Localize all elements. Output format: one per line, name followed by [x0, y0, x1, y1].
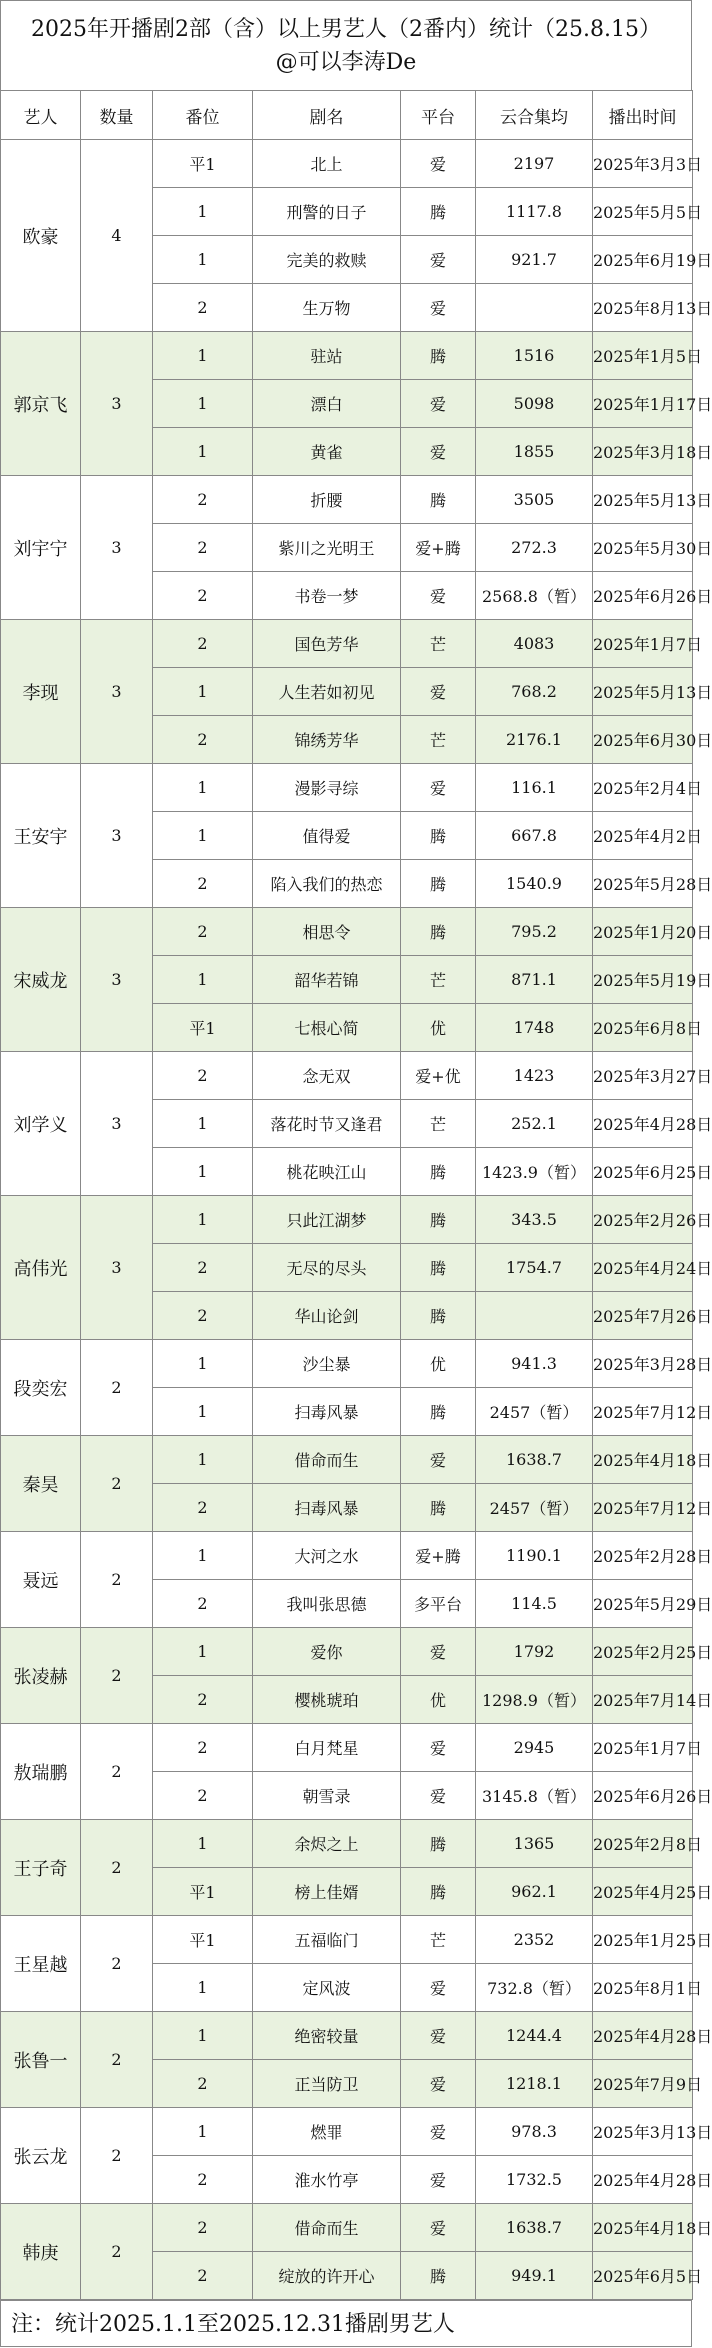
platform-cell: 腾 — [401, 1868, 476, 1916]
count-cell: 2 — [81, 1532, 153, 1628]
drama-cell: 借命而生 — [253, 1436, 401, 1484]
platform-cell: 腾 — [401, 332, 476, 380]
date-cell: 2025年6月8日 — [593, 1004, 693, 1052]
count-cell: 2 — [81, 1820, 153, 1916]
date-cell: 2025年4月2日 — [593, 812, 693, 860]
drama-cell: 借命而生 — [253, 2204, 401, 2252]
rank-cell: 2 — [153, 2060, 253, 2108]
platform-cell: 腾 — [401, 1484, 476, 1532]
table-body — [1, 140, 712, 2300]
artist-cell: 聂远 — [1, 1532, 81, 1628]
drama-cell: 书卷一梦 — [253, 572, 401, 620]
rank-cell: 1 — [153, 2012, 253, 2060]
artist-cell: 王子奇 — [1, 1820, 81, 1916]
rank-cell: 1 — [153, 380, 253, 428]
table-row — [1, 2204, 693, 2252]
date-cell: 2025年1月5日 — [593, 332, 693, 380]
table-row — [1, 1340, 693, 1388]
artist-cell: 韩庚 — [1, 2204, 81, 2300]
rank-cell: 1 — [153, 236, 253, 284]
drama-cell: 无尽的尽头 — [253, 1244, 401, 1292]
score-cell — [476, 1292, 593, 1340]
date-cell: 2025年5月29日 — [593, 1580, 693, 1628]
platform-cell: 腾 — [401, 1244, 476, 1292]
table-row — [1, 1628, 693, 1676]
rank-cell: 1 — [153, 428, 253, 476]
platform-cell: 爱 — [401, 764, 476, 812]
table-row — [1, 1724, 693, 1772]
drama-cell: 锦绣芳华 — [253, 716, 401, 764]
drama-cell: 绝密较量 — [253, 2012, 401, 2060]
stats-table — [0, 90, 712, 2300]
date-cell: 2025年8月1日 — [593, 1964, 693, 2012]
table-row — [1, 140, 693, 188]
score-cell: 114.5 — [476, 1580, 593, 1628]
drama-cell: 樱桃琥珀 — [253, 1676, 401, 1724]
count-cell: 2 — [81, 2108, 153, 2204]
date-cell: 2025年4月28日 — [593, 2012, 693, 2060]
header-score: 云合集均 — [476, 91, 593, 140]
date-cell: 2025年5月28日 — [593, 860, 693, 908]
drama-cell: 我叫张思德 — [253, 1580, 401, 1628]
platform-cell: 多平台 — [401, 1580, 476, 1628]
score-cell: 871.1 — [476, 956, 593, 1004]
date-cell: 2025年3月27日 — [593, 1052, 693, 1100]
header-count: 数量 — [81, 91, 153, 140]
platform-cell: 腾 — [401, 1196, 476, 1244]
score-cell: 941.3 — [476, 1340, 593, 1388]
platform-cell: 爱 — [401, 2108, 476, 2156]
drama-cell: 扫毒风暴 — [253, 1388, 401, 1436]
platform-cell: 芒 — [401, 620, 476, 668]
rank-cell: 2 — [153, 1484, 253, 1532]
rank-cell: 1 — [153, 1964, 253, 2012]
drama-cell: 漂白 — [253, 380, 401, 428]
platform-cell: 爱 — [401, 1724, 476, 1772]
platform-cell: 爱 — [401, 428, 476, 476]
rank-cell: 1 — [153, 1100, 253, 1148]
score-cell: 1754.7 — [476, 1244, 593, 1292]
platform-cell: 爱 — [401, 1628, 476, 1676]
rank-cell: 2 — [153, 1052, 253, 1100]
rank-cell: 平1 — [153, 140, 253, 188]
rank-cell: 2 — [153, 524, 253, 572]
table-row — [1, 908, 693, 956]
date-cell: 2025年4月18日 — [593, 1436, 693, 1484]
count-cell: 2 — [81, 1628, 153, 1724]
date-cell: 2025年4月18日 — [593, 2204, 693, 2252]
platform-cell: 爱+优 — [401, 1052, 476, 1100]
date-cell: 2025年4月25日 — [593, 1868, 693, 1916]
date-cell: 2025年2月8日 — [593, 1820, 693, 1868]
rank-cell: 1 — [153, 2108, 253, 2156]
date-cell: 2025年8月13日 — [593, 284, 693, 332]
platform-cell: 爱 — [401, 572, 476, 620]
drama-cell: 黄雀 — [253, 428, 401, 476]
date-cell: 2025年5月19日 — [593, 956, 693, 1004]
score-cell: 1748 — [476, 1004, 593, 1052]
platform-cell: 爱+腾 — [401, 1532, 476, 1580]
score-cell: 949.1 — [476, 2252, 593, 2300]
drama-cell: 朝雪录 — [253, 1772, 401, 1820]
drama-cell: 扫毒风暴 — [253, 1484, 401, 1532]
date-cell: 2025年4月24日 — [593, 1244, 693, 1292]
artist-cell: 宋威龙 — [1, 908, 81, 1052]
platform-cell: 腾 — [401, 860, 476, 908]
platform-cell: 芒 — [401, 716, 476, 764]
artist-cell: 刘学义 — [1, 1052, 81, 1196]
header-drama: 剧名 — [253, 91, 401, 140]
score-cell: 1855 — [476, 428, 593, 476]
score-cell: 3145.8（暂） — [476, 1772, 593, 1820]
drama-cell: 五福临门 — [253, 1916, 401, 1964]
rank-cell: 2 — [153, 860, 253, 908]
date-cell: 2025年1月20日 — [593, 908, 693, 956]
rank-cell: 2 — [153, 1772, 253, 1820]
drama-cell: 紫川之光明王 — [253, 524, 401, 572]
drama-cell: 余烬之上 — [253, 1820, 401, 1868]
date-cell: 2025年6月19日 — [593, 236, 693, 284]
table-row — [1, 1196, 693, 1244]
platform-cell: 爱 — [401, 2156, 476, 2204]
artist-cell: 张云龙 — [1, 2108, 81, 2204]
table-row — [1, 2012, 693, 2060]
score-cell: 1792 — [476, 1628, 593, 1676]
score-cell: 2352 — [476, 1916, 593, 1964]
rank-cell: 1 — [153, 1388, 253, 1436]
date-cell: 2025年7月12日 — [593, 1484, 693, 1532]
score-cell: 1244.4 — [476, 2012, 593, 2060]
platform-cell: 爱 — [401, 2060, 476, 2108]
platform-cell: 爱 — [401, 284, 476, 332]
drama-cell: 七根心简 — [253, 1004, 401, 1052]
rank-cell: 2 — [153, 908, 253, 956]
date-cell: 2025年5月13日 — [593, 668, 693, 716]
rank-cell: 2 — [153, 1292, 253, 1340]
score-cell: 1190.1 — [476, 1532, 593, 1580]
drama-cell: 绽放的许开心 — [253, 2252, 401, 2300]
date-cell: 2025年3月3日 — [593, 140, 693, 188]
footnote: 注：统计2025.1.1至2025.12.31播剧男艺人 — [0, 2300, 692, 2347]
drama-cell: 完美的救赎 — [253, 236, 401, 284]
drama-cell: 正当防卫 — [253, 2060, 401, 2108]
table-row — [1, 1532, 693, 1580]
date-cell: 2025年5月13日 — [593, 476, 693, 524]
drama-cell: 燃罪 — [253, 2108, 401, 2156]
artist-cell: 王安宇 — [1, 764, 81, 908]
date-cell: 2025年1月17日 — [593, 380, 693, 428]
rank-cell: 1 — [153, 1628, 253, 1676]
score-cell: 116.1 — [476, 764, 593, 812]
rank-cell: 1 — [153, 668, 253, 716]
score-cell: 2945 — [476, 1724, 593, 1772]
score-cell: 1298.9（暂） — [476, 1676, 593, 1724]
score-cell: 2457（暂） — [476, 1484, 593, 1532]
rank-cell: 2 — [153, 1244, 253, 1292]
drama-cell: 相思令 — [253, 908, 401, 956]
drama-cell: 只此江湖梦 — [253, 1196, 401, 1244]
artist-cell: 张鲁一 — [1, 2012, 81, 2108]
artist-cell: 敖瑞鹏 — [1, 1724, 81, 1820]
platform-cell: 爱 — [401, 1964, 476, 2012]
rank-cell: 1 — [153, 812, 253, 860]
count-cell: 3 — [81, 908, 153, 1052]
count-cell: 2 — [81, 1724, 153, 1820]
score-cell: 1732.5 — [476, 2156, 593, 2204]
date-cell: 2025年1月25日 — [593, 1916, 693, 1964]
rank-cell: 2 — [153, 1676, 253, 1724]
platform-cell: 爱 — [401, 380, 476, 428]
platform-cell: 爱 — [401, 1772, 476, 1820]
count-cell: 3 — [81, 332, 153, 476]
table-row — [1, 620, 693, 668]
drama-cell: 爱你 — [253, 1628, 401, 1676]
rank-cell: 2 — [153, 716, 253, 764]
platform-cell: 腾 — [401, 188, 476, 236]
date-cell: 2025年7月14日 — [593, 1676, 693, 1724]
platform-cell: 腾 — [401, 2252, 476, 2300]
title-line-1: 2025年开播剧2部（含）以上男艺人（2番内）统计（25.8.15） — [31, 17, 661, 42]
drama-cell: 沙尘暴 — [253, 1340, 401, 1388]
drama-cell: 韶华若锦 — [253, 956, 401, 1004]
score-cell: 667.8 — [476, 812, 593, 860]
platform-cell: 优 — [401, 1676, 476, 1724]
artist-cell: 王星越 — [1, 1916, 81, 2012]
table-row — [1, 332, 693, 380]
table-row — [1, 1436, 693, 1484]
date-cell: 2025年5月5日 — [593, 188, 693, 236]
rank-cell: 1 — [153, 188, 253, 236]
date-cell: 2025年3月18日 — [593, 428, 693, 476]
score-cell: 1218.1 — [476, 2060, 593, 2108]
score-cell: 2176.1 — [476, 716, 593, 764]
header-platform: 平台 — [401, 91, 476, 140]
rank-cell: 1 — [153, 332, 253, 380]
platform-cell: 腾 — [401, 908, 476, 956]
count-cell: 2 — [81, 2012, 153, 2108]
platform-cell: 爱 — [401, 1436, 476, 1484]
date-cell: 2025年2月25日 — [593, 1628, 693, 1676]
platform-cell: 优 — [401, 1004, 476, 1052]
table-row — [1, 1820, 693, 1868]
drama-cell: 北上 — [253, 140, 401, 188]
score-cell: 1638.7 — [476, 2204, 593, 2252]
rank-cell: 1 — [153, 1436, 253, 1484]
header-rank: 番位 — [153, 91, 253, 140]
rank-cell: 2 — [153, 620, 253, 668]
table-row — [1, 1052, 693, 1100]
rank-cell: 1 — [153, 1196, 253, 1244]
score-cell: 343.5 — [476, 1196, 593, 1244]
rank-cell: 1 — [153, 1340, 253, 1388]
artist-cell: 刘宇宁 — [1, 476, 81, 620]
date-cell: 2025年6月30日 — [593, 716, 693, 764]
drama-cell: 榜上佳婿 — [253, 1868, 401, 1916]
score-cell: 962.1 — [476, 1868, 593, 1916]
rank-cell: 2 — [153, 2204, 253, 2252]
rank-cell: 2 — [153, 572, 253, 620]
drama-cell: 桃花映江山 — [253, 1148, 401, 1196]
drama-cell: 人生若如初见 — [253, 668, 401, 716]
rank-cell: 2 — [153, 1580, 253, 1628]
count-cell: 2 — [81, 1340, 153, 1436]
drama-cell: 值得爱 — [253, 812, 401, 860]
drama-cell: 淮水竹亭 — [253, 2156, 401, 2204]
table-row — [1, 2108, 693, 2156]
date-cell: 2025年4月28日 — [593, 2156, 693, 2204]
count-cell: 2 — [81, 2204, 153, 2300]
score-cell: 5098 — [476, 380, 593, 428]
date-cell: 2025年7月9日 — [593, 2060, 693, 2108]
platform-cell: 爱 — [401, 140, 476, 188]
count-cell: 3 — [81, 620, 153, 764]
platform-cell: 腾 — [401, 812, 476, 860]
platform-cell: 优 — [401, 1340, 476, 1388]
platform-cell: 腾 — [401, 1292, 476, 1340]
artist-cell: 郭京飞 — [1, 332, 81, 476]
artist-cell: 张凌赫 — [1, 1628, 81, 1724]
date-cell: 2025年6月25日 — [593, 1148, 693, 1196]
drama-cell: 国色芳华 — [253, 620, 401, 668]
score-cell: 1540.9 — [476, 860, 593, 908]
platform-cell: 腾 — [401, 476, 476, 524]
date-cell: 2025年6月5日 — [593, 2252, 693, 2300]
score-cell: 768.2 — [476, 668, 593, 716]
platform-cell: 爱 — [401, 668, 476, 716]
date-cell: 2025年2月4日 — [593, 764, 693, 812]
rank-cell: 2 — [153, 284, 253, 332]
score-cell — [476, 284, 593, 332]
artist-cell: 段奕宏 — [1, 1340, 81, 1436]
table-row — [1, 476, 693, 524]
score-cell: 1117.8 — [476, 188, 593, 236]
score-cell: 1423 — [476, 1052, 593, 1100]
date-cell: 2025年7月26日 — [593, 1292, 693, 1340]
title-line-2: @可以李涛De — [275, 50, 417, 75]
count-cell: 3 — [81, 476, 153, 620]
rank-cell: 1 — [153, 1148, 253, 1196]
rank-cell: 2 — [153, 1724, 253, 1772]
score-cell: 2457（暂） — [476, 1388, 593, 1436]
count-cell: 4 — [81, 140, 153, 332]
score-cell: 1423.9（暂） — [476, 1148, 593, 1196]
drama-cell: 漫影寻综 — [253, 764, 401, 812]
header-row — [1, 91, 693, 140]
header-date: 播出时间 — [593, 91, 693, 140]
rank-cell: 1 — [153, 764, 253, 812]
score-cell: 2568.8（暂） — [476, 572, 593, 620]
date-cell: 2025年4月28日 — [593, 1100, 693, 1148]
table-row — [1, 764, 693, 812]
rank-cell: 平1 — [153, 1004, 253, 1052]
artist-cell: 李现 — [1, 620, 81, 764]
score-cell: 978.3 — [476, 2108, 593, 2156]
platform-cell: 芒 — [401, 1100, 476, 1148]
date-cell: 2025年6月26日 — [593, 1772, 693, 1820]
rank-cell: 平1 — [153, 1916, 253, 1964]
score-cell: 921.7 — [476, 236, 593, 284]
count-cell: 3 — [81, 1196, 153, 1340]
date-cell: 2025年3月28日 — [593, 1340, 693, 1388]
rank-cell: 1 — [153, 1532, 253, 1580]
drama-cell: 折腰 — [253, 476, 401, 524]
date-cell: 2025年1月7日 — [593, 620, 693, 668]
date-cell: 2025年2月26日 — [593, 1196, 693, 1244]
platform-cell: 爱 — [401, 236, 476, 284]
platform-cell: 爱 — [401, 2012, 476, 2060]
platform-cell: 芒 — [401, 1916, 476, 1964]
artist-cell: 高伟光 — [1, 1196, 81, 1340]
date-cell: 2025年1月7日 — [593, 1724, 693, 1772]
count-cell: 2 — [81, 1916, 153, 2012]
date-cell: 2025年7月12日 — [593, 1388, 693, 1436]
drama-cell: 定风波 — [253, 1964, 401, 2012]
rank-cell: 1 — [153, 1820, 253, 1868]
rank-cell: 2 — [153, 2156, 253, 2204]
score-cell: 732.8（暂） — [476, 1964, 593, 2012]
drama-cell: 大河之水 — [253, 1532, 401, 1580]
platform-cell: 爱 — [401, 2204, 476, 2252]
drama-cell: 华山论剑 — [253, 1292, 401, 1340]
platform-cell: 腾 — [401, 1148, 476, 1196]
rank-cell: 2 — [153, 476, 253, 524]
count-cell: 3 — [81, 1052, 153, 1196]
date-cell: 2025年6月26日 — [593, 572, 693, 620]
count-cell: 3 — [81, 764, 153, 908]
score-cell: 252.1 — [476, 1100, 593, 1148]
artist-cell: 秦昊 — [1, 1436, 81, 1532]
drama-cell: 白月梵星 — [253, 1724, 401, 1772]
drama-cell: 念无双 — [253, 1052, 401, 1100]
drama-cell: 驻站 — [253, 332, 401, 380]
score-cell: 3505 — [476, 476, 593, 524]
platform-cell: 芒 — [401, 956, 476, 1004]
artist-cell: 欧豪 — [1, 140, 81, 332]
date-cell: 2025年3月13日 — [593, 2108, 693, 2156]
platform-cell: 腾 — [401, 1388, 476, 1436]
drama-cell: 陷入我们的热恋 — [253, 860, 401, 908]
score-cell: 1516 — [476, 332, 593, 380]
drama-cell: 生万物 — [253, 284, 401, 332]
rank-cell: 1 — [153, 956, 253, 1004]
score-cell: 1638.7 — [476, 1436, 593, 1484]
drama-cell: 落花时节又逢君 — [253, 1100, 401, 1148]
platform-cell: 腾 — [401, 1820, 476, 1868]
rank-cell: 平1 — [153, 1868, 253, 1916]
rank-cell: 2 — [153, 2252, 253, 2300]
table-row — [1, 1916, 693, 1964]
date-cell: 2025年2月28日 — [593, 1532, 693, 1580]
header-artist: 艺人 — [1, 91, 81, 140]
score-cell: 272.3 — [476, 524, 593, 572]
platform-cell: 爱+腾 — [401, 524, 476, 572]
count-cell: 2 — [81, 1436, 153, 1532]
date-cell: 2025年5月30日 — [593, 524, 693, 572]
drama-cell: 刑警的日子 — [253, 188, 401, 236]
score-cell: 4083 — [476, 620, 593, 668]
table-title — [0, 0, 692, 90]
score-cell: 2197 — [476, 140, 593, 188]
score-cell: 1365 — [476, 1820, 593, 1868]
score-cell: 795.2 — [476, 908, 593, 956]
